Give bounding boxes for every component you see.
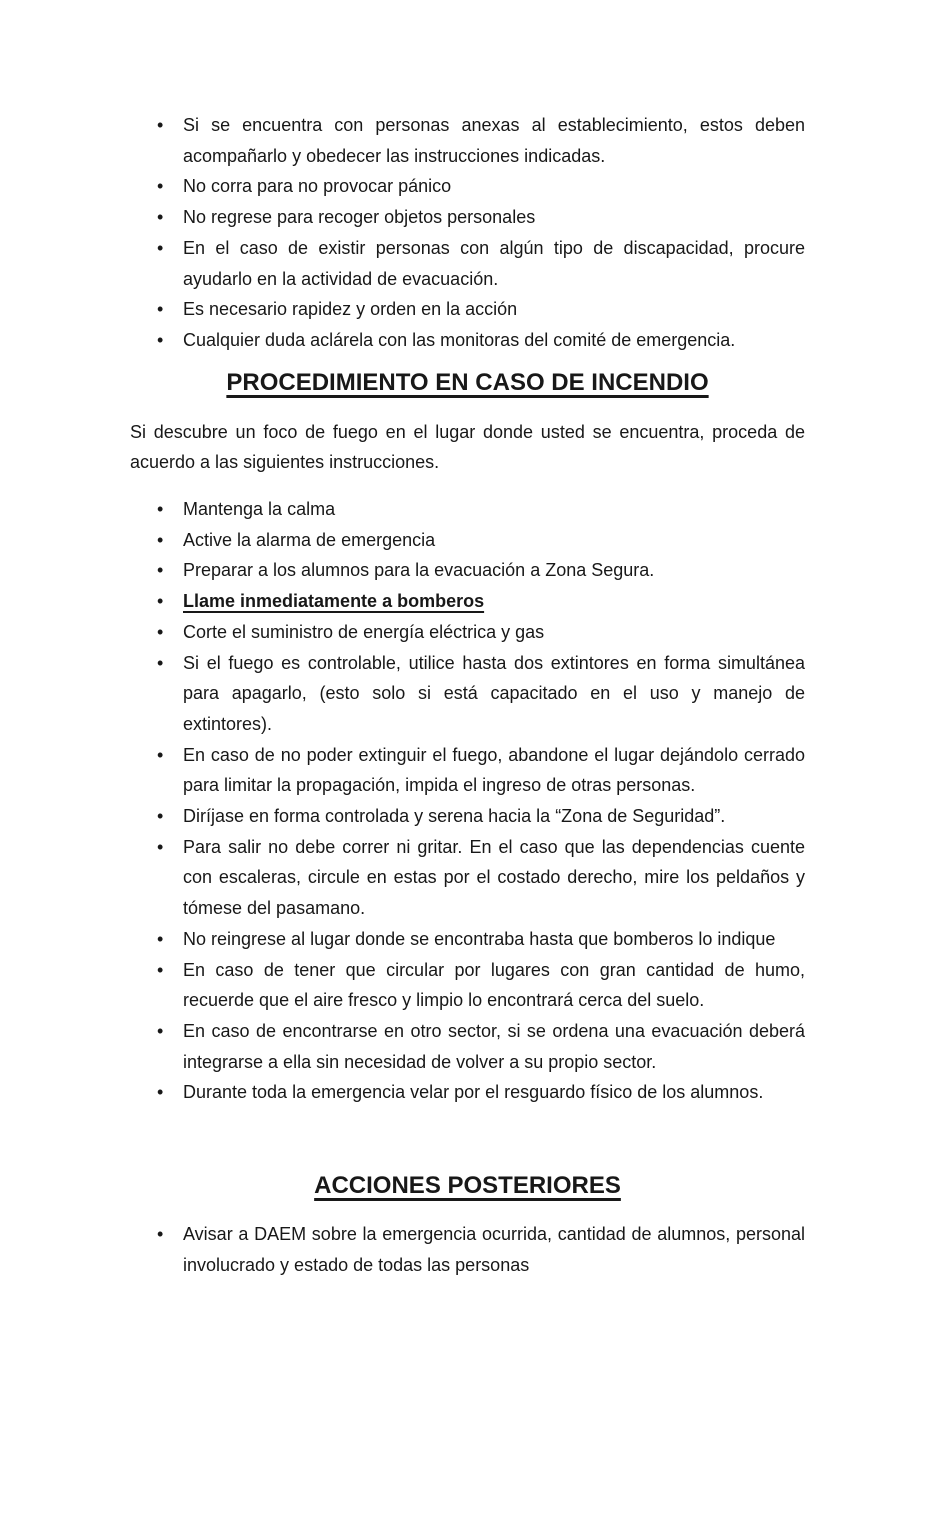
list-item	[130, 1016, 805, 1077]
list-item	[130, 110, 805, 171]
bullet-icon: •	[157, 1224, 164, 1245]
list-item-text: Preparar a los alumnos para la evacuación a Zona Segura.	[183, 560, 655, 581]
bullet-icon: •	[157, 1020, 164, 1041]
list-item	[130, 325, 805, 356]
list-item	[130, 555, 805, 586]
bullet-icon: •	[157, 176, 164, 197]
list-item	[130, 294, 805, 325]
list-item-text: Active la alarma de emergencia	[183, 529, 436, 550]
bullet-icon: •	[157, 207, 164, 228]
list-item-text: Mantenga la calma	[183, 499, 336, 520]
bullet-icon: •	[157, 959, 164, 980]
bullet-icon: •	[157, 621, 164, 642]
list-item	[130, 801, 805, 832]
list-item-text: No corra para no provocar pánico	[183, 176, 452, 197]
list-item-text: Avisar a DAEM sobre la emergencia ocurrida, cantidad de alumnos, personal involucrado y estado de todas las personas	[183, 1224, 805, 1275]
bullet-icon: •	[157, 652, 164, 673]
list-item-text: Corte el suministro de energía eléctrica y gas	[183, 621, 545, 642]
list-item-text: Si se encuentra con personas anexas al establecimiento, estos deben acompañarlo y obedecer las instrucciones indicadas.	[183, 115, 805, 166]
list-item	[130, 171, 805, 202]
list-item-text: Durante toda la emergencia velar por el resguardo físico de los alumnos.	[183, 1082, 764, 1103]
bullet-icon: •	[157, 329, 164, 350]
fire-procedure-list	[130, 494, 805, 1108]
bullet-icon: •	[157, 806, 164, 827]
bullet-icon: •	[157, 744, 164, 765]
list-item-call-firefighters	[130, 586, 805, 617]
bullet-icon: •	[157, 499, 164, 520]
list-item	[130, 233, 805, 294]
list-item	[130, 1219, 805, 1280]
list-item	[130, 617, 805, 648]
bullet-icon: •	[157, 299, 164, 320]
list-item-text: No regrese para recoger objetos personales	[183, 207, 536, 228]
list-item	[130, 924, 805, 955]
list-item-text-emphasized: Llame inmediatamente a bomberos	[183, 591, 485, 612]
list-item-text: Cualquier duda aclárela con las monitoras del comité de emergencia.	[183, 329, 736, 350]
list-item	[130, 202, 805, 233]
bullet-icon: •	[157, 836, 164, 857]
list-item-text: Diríjase en forma controlada y serena hacia la “Zona de Seguridad”.	[183, 806, 726, 827]
post-actions-list	[130, 1219, 805, 1280]
list-item	[130, 648, 805, 740]
bullet-icon: •	[157, 237, 164, 258]
list-item-text: En caso de encontrarse en otro sector, si se ordena una evacuación deberá integrarse a ella sin necesidad de volver a su propio sector.	[183, 1020, 805, 1072]
list-item-text: Si el fuego es controlable, utilice hasta dos extintores en forma simultánea para apagarlo, (esto solo si está capacitado en el uso y manejo de extintores).	[183, 652, 805, 734]
bullet-icon: •	[157, 591, 164, 612]
list-item	[130, 955, 805, 1016]
bullet-icon: •	[157, 1082, 164, 1103]
list-item-text: No reingrese al lugar donde se encontraba hasta que bomberos lo indique	[183, 928, 776, 949]
list-item	[130, 494, 805, 525]
bullet-icon: •	[157, 560, 164, 581]
bullet-icon: •	[157, 529, 164, 550]
section-title-procedimiento-incendio: PROCEDIMIENTO EN CASO DE INCENDIO	[226, 368, 709, 396]
list-item-text: Para salir no debe correr ni gritar. En el caso que las dependencias cuente con escaleras, circule en estas por el costado derecho, mire los peldaños y tómese del pasamano.	[183, 836, 805, 919]
list-item	[130, 832, 805, 924]
list-item-text: En caso de tener que circular por lugares con gran cantidad de humo, recuerde que el aire fresco y limpio lo encontrará cerca del suelo.	[183, 959, 805, 1011]
section-title-acciones-posteriores: ACCIONES POSTERIORES	[314, 1172, 621, 1200]
evacuation-instructions-list	[130, 110, 805, 356]
list-item-text: En el caso de existir personas con algún tipo de discapacidad, procure ayudarlo en la actividad de evacuación.	[183, 237, 805, 289]
list-item-text: En caso de no poder extinguir el fuego, abandone el lugar dejándolo cerrado para limitar la propagación, impida el ingreso de otras personas.	[183, 744, 805, 796]
bullet-icon: •	[157, 928, 164, 949]
bullet-icon: •	[157, 115, 164, 135]
fire-section-intro-paragraph: Si descubre un foco de fuego en el lugar donde usted se encuentra, proceda de acuerdo a las siguientes instrucciones.	[130, 421, 805, 473]
list-item-text: Es necesario rapidez y orden en la acción	[183, 299, 518, 320]
list-item	[130, 525, 805, 556]
list-item	[130, 740, 805, 801]
list-item	[130, 1077, 805, 1108]
